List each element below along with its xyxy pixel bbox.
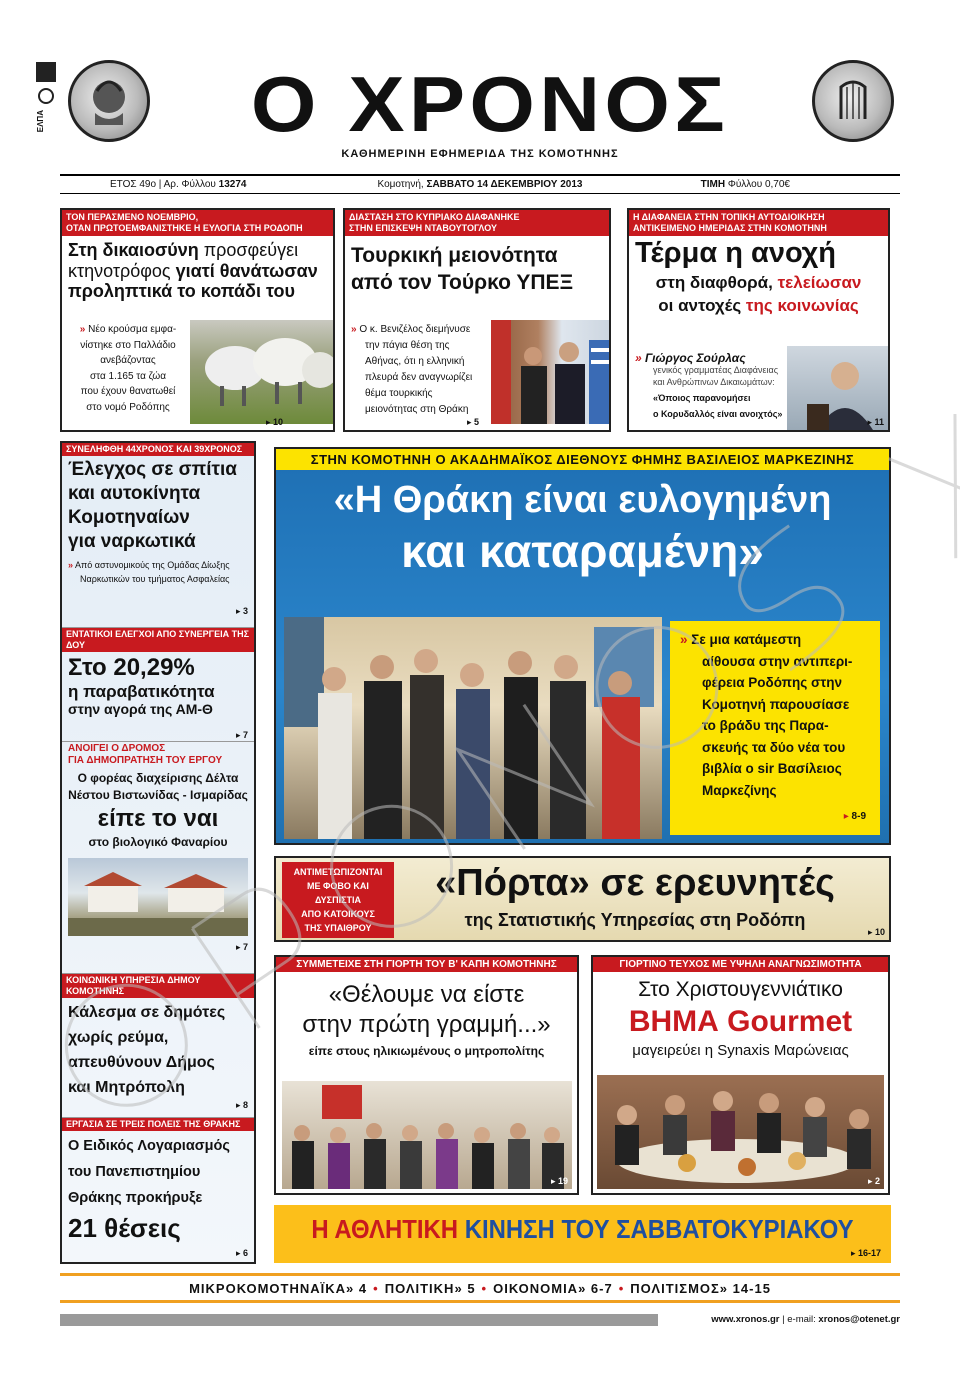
story-body: » Νέο κρούσμα εμφα- νίστηκε στο Παλλάδιο ανεβάζοντας στα 1.165 τα ζώα που έχουν θανατωθεί στο νομό Ροδόπης [79,324,177,413]
footer-web-link[interactable]: www.xronos.gr [711,1314,780,1325]
story-headline: Ο φορέας διαχείρισης Δέλτα Νέστου Βιστωνίδας - Ισμαρίδας είπε το ναι στο βιολογικό Φαναρίου [68,771,248,849]
seal-icon [38,88,54,104]
lead-headline: «Η Θράκη είναι ευλογημένη και καταραμένη» [333,479,832,577]
story-turkish-minority[interactable] [343,208,611,432]
nav-item-mikrokomotinaika[interactable]: ΜΙΚΡΟΚΟΜΟΤΗΝΑΪΚΑ» 4 [189,1280,368,1296]
sports-headline: Η ΑΘΛΗΤΙΚΗ ΚΙΝΗΣΗ ΤΟΥ ΣΑΒΒΑΤΟΚΥΡΙΑΚΟΥ [311,1214,854,1244]
lead-kicker: ΣΤΗΝ ΚΟΜΟΤΗΝΗ Ο ΑΚΑΔΗΜΑΪΚΟΣ ΔΙΕΘΝΟΥΣ ΦΗΜΗΣ ΒΑΣΙΛΕΙΟΣ ΜΑΡΚΕΖΙΝΗΣ [276,449,889,470]
story-statistics[interactable] [274,856,891,942]
story-headline: Κάλεσμα σε δημότες χωρίς ρεύμα, απευθύνουν Δήμος και Μητρόπολη [68,1004,226,1096]
story-kicker: ΚΟΙΝΩΝΙΚΗ ΥΠΗΡΕΣΙΑ ΔΗΜΟΥ ΚΟΜΟΤΗΝΗΣ [62,974,254,998]
lead-body: » Σε μια κατάμεστη αίθουσα στην αντιπερι- φέρεια Ροδόπης στην Κομοτηνή παρουσίασε το βράδυ της Παρα- σκευής τα δύο νέα του βιβλία ο sir Βασίλειος Μαρκεζίνης ▸ 8-9 [670,621,880,835]
story-tax[interactable] [62,627,254,740]
nav-separator: • [618,1280,625,1296]
page-ref[interactable]: ▸ 6 [235,1248,248,1258]
story-kicker: ΓΙΟΡΤΙΝΟ ΤΕΥΧΟΣ ΜΕ ΥΨΗΛΗ ΑΝΑΓΝΩΣΙΜΟΤΗΤΑ [593,957,888,972]
page-ref[interactable]: ▸ 3 [235,606,248,616]
page-ref[interactable]: ▸ 2 [867,1176,880,1186]
issue-price: ΤΙΜΗ Φύλλου 0,70€ [700,179,790,190]
story-gourmet[interactable] [591,955,890,1195]
nav-item-oikonomia[interactable]: ΟΙΚΟΝΟΜΙΑ» 6-7 [493,1280,613,1296]
page-ref[interactable]: ▸ 10 [867,927,885,937]
lead-story[interactable] [274,447,891,845]
right-coin-icon [812,60,894,142]
story-kicker: ΤΟΝ ΠΕΡΑΣΜΕΝΟ ΝΟΕΜΒΡΙΟ, ΟΤΑΝ ΠΡΩΤΟΕΜΦΑΝΙΣΤΗΚΕ Η ΕΥΛΟΓΙΑ ΣΤΗ ΡΟΔΟΠΗ [62,210,333,236]
page-ref[interactable]: ▸ 16-17 [850,1248,881,1258]
masthead-title: Ο ΧΡΟΝΟΣ [250,60,730,148]
story-kicker: ΣΥΜΜΕΤΕΙΧΕ ΣΤΗ ΓΙΟΡΤΗ ΤΟΥ Β' ΚΑΠΗ ΚΟΜΟΤΗΝΗΣ [276,957,577,972]
story-headline: «Πόρτα» σε ερευνητές της Στατιστικής Υπηρεσίας στη Ροδόπη [435,862,835,930]
story-headline: Στη δικαιοσύνη προσφεύγει κτηνοτρόφος γιατί θανάτωσαν προληπτικά το κοπάδι του [68,240,318,302]
ministers-photo [491,320,609,424]
nav-separator: • [481,1280,488,1296]
story-kapi[interactable] [274,955,579,1195]
page-ref[interactable]: ▸ 10 [265,417,283,427]
elpa-label: ΕΛΠΑ [36,110,45,133]
masthead-subtitle: ΚΑΘΗΜΕΡΙΝΗ ΕΦΗΜΕΡΙΔΑ ΤΗΣ ΚΟΜΟΤΗΝΗΣ [341,148,619,160]
barcode-icon [36,62,56,82]
page-ref[interactable]: ▸ 7 [235,942,248,952]
houses-photo [68,858,248,936]
story-headline: Ο Ειδικός Λογαριασμός του Πανεπιστημίου Θράκης προκήρυξε 21 θέσεις [68,1138,230,1243]
story-body: » Από αστυνομικούς της Ομάδας Δίωξης Ναρκωτικών του τμήματος Ασφαλείας [68,560,230,584]
gourmet-photo [597,1075,884,1189]
footer-bar [60,1314,658,1326]
issue-bar [60,174,900,194]
story-kicker: ΣΥΝΕΛΗΦΘΗ 44ΧΡΟΝΟΣ ΚΑΙ 39ΧΡΟΝΟΣ [62,443,254,456]
page-ref[interactable]: ▸ 8-9 [843,810,866,822]
story-livestock[interactable] [60,208,335,432]
story-headline: Στο Χριστουγεννιάτικο ΒΗΜΑ Gourmet μαγειρεύει η Synaxis Μαρώνειας [628,978,853,1059]
left-column [60,441,256,1264]
footer-email-link[interactable]: xronos@otenet.gr [818,1314,900,1325]
page-ref[interactable]: ▸ 11 [867,417,884,427]
story-kicker: ΑΝΟΙΓΕΙ Ο ΔΡΟΜΟΣ ΓΙΑ ΔΗΜΟΠΡΑΤΗΣΗ ΤΟΥ ΕΡΓΟΥ [68,743,223,766]
story-biological[interactable] [62,741,254,952]
story-university[interactable] [62,1117,254,1258]
story-headline: Τουρκική μειονότητα από τον Τούρκο ΥΠΕΞ [351,244,574,295]
story-subheadline: στη διαφθορά, τελείωσαν οι αντοχές της κοινωνίας [655,272,862,315]
story-headline: Έλεγχος σε σπίτια και αυτοκίνητα Κομοτηναίων για ναρκωτικά [68,459,237,552]
story-power-cuts[interactable] [62,973,254,1110]
story-body: » Γιώργος Σούρλας γενικός γραμματέας Διαφάνειας και Ανθρώπινων Δικαιωμάτων: «Όποιος παρανομήσει ο Κορυδαλλός είναι ανοιχτός» [635,351,783,419]
nav-item-politismos[interactable]: ΠΟΛΙΤΙΣΜΟΣ» 14-15 [630,1280,771,1296]
section-nav [60,1273,900,1303]
issue-date: Κομοτηνή, ΣΑΒΒΑΤΟ 14 ΔΕΚΕΜΒΡΙΟΥ 2013 [377,179,583,190]
nav-separator: • [373,1280,379,1296]
story-kicker: ΔΙΑΣΤΑΣΗ ΣΤΟ ΚΥΠΡΙΑΚΟ ΔΙΑΦΑΝΗΚΕ ΣΤΗΝ ΕΠΙΣΚΕΨΗ ΝΤΑΒΟΥΤΟΓΛΟΥ [345,210,609,236]
page-ref[interactable]: ▸ 8 [235,1100,248,1110]
story-kicker: ΕΡΓΑΣΙΑ ΣΕ ΤΡΕΙΣ ΠΟΛΕΙΣ ΤΗΣ ΘΡΑΚΗΣ [62,1118,254,1131]
sports-banner[interactable] [274,1205,891,1263]
story-kicker: ΕΝΤΑΤΙΚΟΙ ΕΛΕΓΧΟΙ ΑΠΟ ΣΥΝΕΡΓΕΙΑ ΤΗΣ ΔΟΥ [62,628,254,652]
sheep-photo [190,320,335,424]
footer-contact: www.xronos.gr | e-mail: xronos@otenet.gr [711,1314,900,1325]
page-ref[interactable]: ▸ 19 [550,1176,568,1186]
issue-number: ΕΤΟΣ 49ο | Αρ. Φύλλου 13274 [110,179,247,190]
page-ref[interactable]: ▸ 5 [466,417,479,427]
story-headline: «Θέλουμε να είστε στην πρώτη γραμμή...» είπε στους ηλικιωμένους ο μητροπολίτης [302,981,551,1058]
kapi-photo [282,1081,572,1189]
story-kicker: Η ΔΙΑΦΑΝΕΙΑ ΣΤΗΝ ΤΟΠΙΚΗ ΑΥΤΟΔΙΟΙΚΗΣΗ ΑΝΤΙΚΕΙΜΕΝΟ ΗΜΕΡΙΔΑΣ ΣΤΗΝ ΚΟΜΟΤΗΝΗ [629,210,888,236]
story-corruption[interactable] [627,208,890,432]
masthead-side-logos [36,62,58,154]
nav-item-politiki[interactable]: ΠΟΛΙΤΙΚΗ» 5 [384,1280,476,1296]
lead-photo [284,617,662,839]
story-headline: Τέρμα η ανοχή [635,237,837,269]
left-coin-icon [68,60,150,142]
story-kicker: ΑΝΤΙΜΕΤΩΠΙΖΟΝΤΑΙ ΜΕ ΦΟΒΟ ΚΑΙ ΔΥΣΠΙΣΤΙΑ ΑΠΟ ΚΑΤΟΙΚΟΥΣ ΤΗΣ ΥΠΑΙΘΡΟΥ [282,862,394,938]
masthead [60,52,900,164]
story-headline: Στο 20,29% η παραβατικότητα στην αγορά της ΑΜ-Θ [68,654,215,718]
story-body: » Ο κ. Βενιζέλος διεμήνυσε την πάγια θέση της Αθήνας, ότι η ελληνική πλευρά δεν αναγνωρίζει θέμα τουρκικής μειονότητας στη Θράκη [351,324,473,415]
page-ref[interactable]: ▸ 7 [235,730,248,740]
story-drugs[interactable] [62,443,254,616]
